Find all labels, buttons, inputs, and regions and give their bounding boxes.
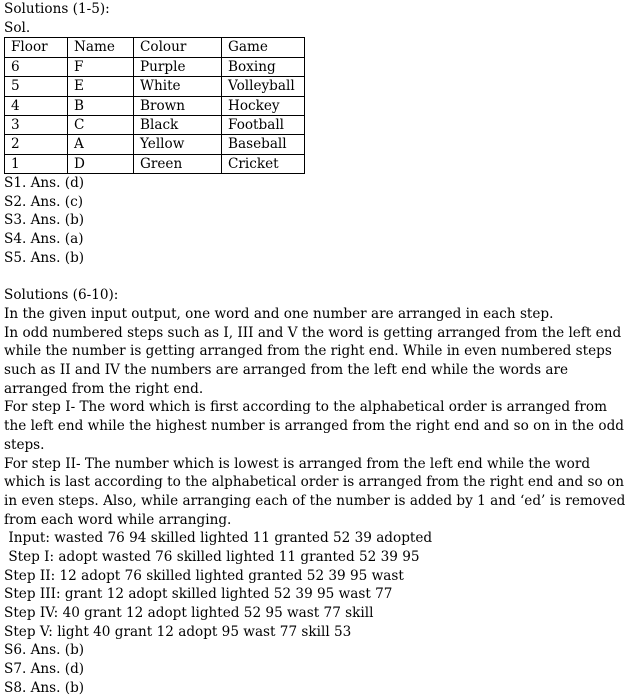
answer-s3: S3. Ans. (b) — [4, 212, 85, 229]
header-game: Game — [222, 38, 305, 57]
cell-name: E — [68, 77, 134, 96]
floor-arrangement-table — [4, 37, 305, 174]
answer-s1: S1. Ans. (d) — [4, 175, 85, 192]
cell-name: D — [68, 154, 134, 173]
cell-floor: 2 — [5, 135, 68, 154]
explanation-paragraph-1: In the given input output, one word and one number are arranged in each step. — [4, 305, 554, 322]
step-4: Step IV: 40 grant 12 adopt lighted 52 95 wast 77 skill — [4, 605, 374, 622]
table-row — [5, 96, 305, 115]
answer-s4: S4. Ans. (a) — [4, 231, 84, 248]
cell-game: Football — [222, 115, 305, 134]
header-floor: Floor — [5, 38, 68, 57]
step-5: Step V: light 40 grant 12 adopt 95 wast 77 skill 53 — [4, 623, 352, 640]
cell-name: A — [68, 135, 134, 154]
cell-game: Baseball — [222, 135, 305, 154]
step-1: Step I: adopt wasted 76 skilled lighted 11 granted 52 39 95 — [4, 549, 420, 566]
cell-floor: 1 — [5, 154, 68, 173]
answer-s6: S6. Ans. (b) — [4, 642, 85, 659]
header-colour: Colour — [134, 38, 222, 57]
table-row — [5, 57, 305, 76]
answer-s7: S7. Ans. (d) — [4, 661, 85, 678]
solutions-1-5-heading: Solutions (1-5): — [4, 1, 110, 17]
cell-colour: White — [134, 77, 222, 96]
table-row — [5, 115, 305, 134]
step-input: Input: wasted 76 94 skilled lighted 11 granted 52 39 adopted — [4, 530, 433, 547]
cell-colour: Green — [134, 154, 222, 173]
answer-s8: S8. Ans. (b) — [4, 679, 85, 696]
table-row — [5, 135, 305, 154]
cell-floor: 5 — [5, 77, 68, 96]
sol-label: Sol. — [4, 19, 31, 36]
cell-game: Volleyball — [222, 77, 305, 96]
cell-name: C — [68, 115, 134, 134]
cell-name: B — [68, 96, 134, 115]
cell-name: F — [68, 57, 134, 76]
solutions-6-10-heading: Solutions (6-10): — [4, 287, 119, 304]
table-header-row — [5, 38, 305, 57]
answer-s2: S2. Ans. (c) — [4, 193, 84, 210]
cell-floor: 6 — [5, 57, 68, 76]
explanation-paragraph-3: For step I- The word which is first according to the alphabetical order is arranged from the left end while the highest number is arranged from the right end and so on in the odd steps. — [4, 399, 624, 453]
explanation-paragraph-2: In odd numbered steps such as I, III and V the word is getting arranged from the left end while the number is getting arranged from the right end. While in even numbered steps such as II and IV the numbers are arranged from the left end while the words are arranged from the right end. — [4, 324, 622, 397]
explanation-paragraph-4: For step II- The number which is lowest is arranged from the left end while the word which is last according to the alphabetical order is arranged from the right end and so on in even steps. Also, while arranging each of the number is added by 1 and ‘ed’ is removed from each word while arranging. — [4, 455, 626, 528]
header-name: Name — [68, 38, 134, 57]
cell-colour: Purple — [134, 57, 222, 76]
cell-game: Cricket — [222, 154, 305, 173]
cell-game: Boxing — [222, 57, 305, 76]
cell-colour: Black — [134, 115, 222, 134]
cell-floor: 4 — [5, 96, 68, 115]
table-row — [5, 77, 305, 96]
cell-colour: Yellow — [134, 135, 222, 154]
cell-game: Hockey — [222, 96, 305, 115]
answer-s5: S5. Ans. (b) — [4, 249, 85, 266]
step-2: Step II: 12 adopt 76 skilled lighted granted 52 39 95 wast — [4, 567, 404, 584]
cell-colour: Brown — [134, 96, 222, 115]
step-3: Step III: grant 12 adopt skilled lighted 52 39 95 wast 77 — [4, 586, 393, 603]
table-row — [5, 154, 305, 173]
cell-floor: 3 — [5, 115, 68, 134]
spacer — [4, 268, 631, 287]
